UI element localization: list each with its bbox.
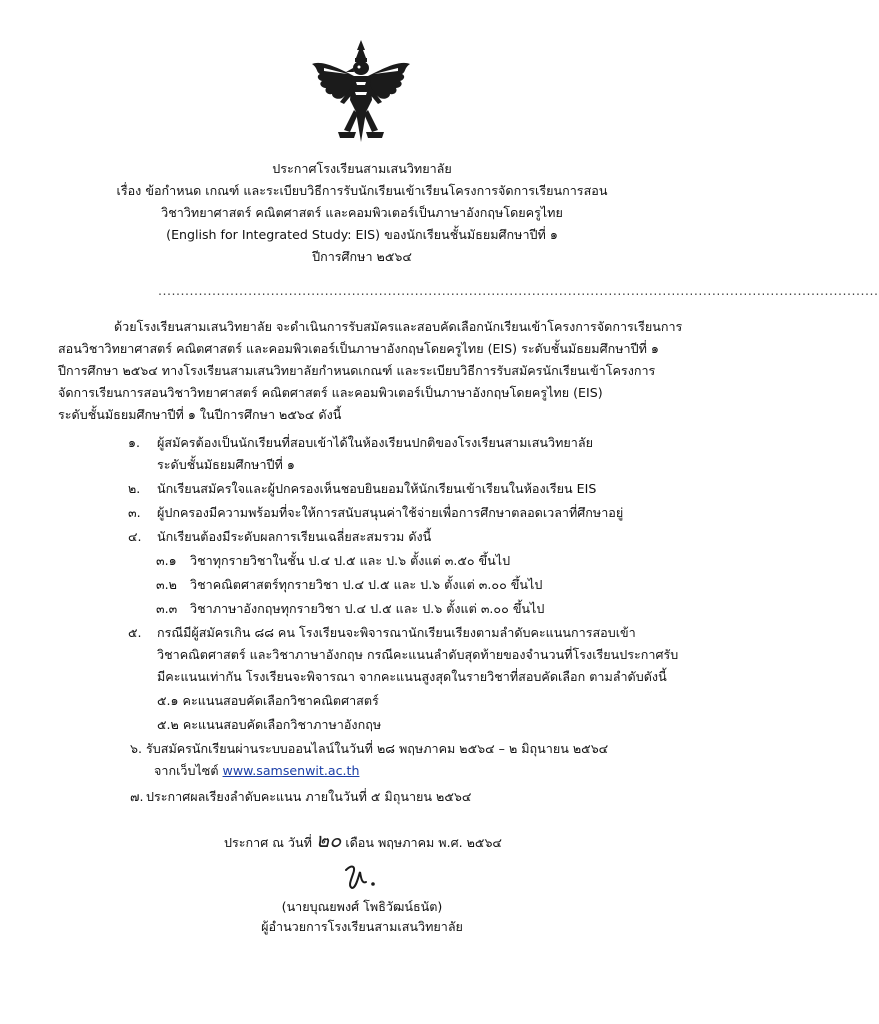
intro-paragraph — [58, 316, 683, 426]
item-number: ๕. — [128, 625, 142, 640]
sub-item-text: วิชาคณิตศาสตร์ทุกรายวิชา ป.๔ ป.๕ และ ป.๖ ตั้งแต่ ๓.๐๐ ขึ้นไป — [190, 577, 543, 592]
item-number: ๓. — [128, 505, 141, 520]
item-text: นักเรียนต้องมีระดับผลการเรียนเฉลี่ยสะสมรวม ดังนี้ — [157, 529, 432, 544]
signer-title: ผู้อำนวยการโรงเรียนสามเสนวิทยาลัย — [261, 919, 463, 934]
header-institution: ประกาศโรงเรียนสามเสนวิทยาลัย — [272, 161, 452, 176]
header-subject: เรื่อง ข้อกำหนด เกณฑ์ และระเบียบวิธีการรับนักเรียนเข้าเรียนโครงการจัดการเรียนการสอน — [116, 183, 608, 198]
header-divider: ................................................................................................................................................................ — [158, 283, 879, 298]
sub-item-text: วิชาภาษาอังกฤษทุกรายวิชา ป.๔ ป.๕ และ ป.๖ ตั้งแต่ ๓.๐๐ ขึ้นไป — [190, 601, 545, 616]
sub-item — [0, 598, 724, 620]
sub-item-text: วิชาทุกรายวิชาในชั้น ป.๔ ป.๕ และ ป.๖ ตั้งแต่ ๓.๕๐ ขึ้นไป — [190, 553, 511, 568]
sub-item — [0, 550, 724, 572]
item-number: ๒. — [128, 481, 141, 496]
intro-line: ระดับชั้นมัธยมศึกษาปีที่ ๑ ในปีการศึกษา ๒๕๖๔ ดังนี้ — [58, 407, 342, 422]
header-academic-year: ปีการศึกษา ๒๕๖๔ — [312, 249, 412, 264]
list-item-cont — [0, 666, 724, 688]
garuda-emblem-icon — [308, 38, 414, 148]
item-text: รับสมัครนักเรียนผ่านระบบออนไลน์ในวันที่ ๒๘ พฤษภาคม ๒๕๖๔ – ๒ มิถุนายน ๒๕๖๔ — [146, 741, 609, 756]
intro-line: จัดการเรียนการสอนวิชาวิทยาศาสตร์ คณิตศาสตร์ และคอมพิวเตอร์เป็นภาษาอังกฤษโดยครูไทย (EIS) — [58, 385, 603, 400]
handwritten-signature-icon — [340, 862, 380, 892]
sub-item-number: ๓.๓ — [156, 601, 178, 616]
sub-item-number: ๓.๒ — [156, 577, 177, 592]
intro-line: สอนวิชาวิทยาศาสตร์ คณิตศาสตร์ และคอมพิวเตอร์เป็นภาษาอังกฤษโดยครูไทย (EIS) ระดับชั้นมัธยมศึกษาปีที่ ๑ — [58, 341, 659, 356]
list-item — [0, 786, 724, 808]
sub-item — [0, 690, 724, 712]
sub-item — [0, 714, 724, 736]
item-text: นักเรียนสมัครใจและผู้ปกครองเห็นชอบยินยอมให้นักเรียนเข้าเรียนในห้องเรียน EIS — [157, 481, 597, 496]
item-number: ๖. — [130, 741, 142, 756]
item-text: ผู้สมัครต้องเป็นนักเรียนที่สอบเข้าได้ในห้องเรียนปกติของโรงเรียนสามเสนวิทยาลัย — [157, 435, 593, 450]
list-item — [0, 526, 724, 548]
date-day-handwritten: ๒๐ — [315, 828, 342, 852]
list-item-cont — [0, 760, 724, 782]
item-text: กรณีมีผู้สมัครเกิน ๘๘ คน โรงเรียนจะพิจารณานักเรียนเรียงตามลำดับคะแนนการสอบเข้า — [157, 625, 636, 640]
sub-item-text: ๕.๒ คะแนนสอบคัดเลือกวิชาภาษาอังกฤษ — [157, 717, 382, 732]
sub-item-text: ๕.๑ คะแนนสอบคัดเลือกวิชาคณิตศาสตร์ — [157, 693, 379, 708]
date-prefix: ประกาศ ณ วันที่ — [224, 835, 312, 850]
item-text: จากเว็บไซต์ — [154, 763, 219, 778]
intro-line: ด้วยโรงเรียนสามเสนวิทยาลัย จะดำเนินการรับสมัครและสอบคัดเลือกนักเรียนเข้าโครงการจัดการเรียนการ — [114, 319, 683, 334]
list-item — [0, 738, 724, 760]
list-item — [0, 432, 724, 454]
list-item — [0, 502, 724, 524]
list-item — [0, 622, 724, 644]
sub-item-number: ๓.๑ — [156, 553, 177, 568]
list-item — [0, 478, 724, 500]
sub-item — [0, 574, 724, 596]
item-text: ประกาศผลเรียงลำดับคะแนน ภายในวันที่ ๕ มิถุนายน ๒๕๖๔ — [146, 789, 472, 804]
item-number: ๑. — [128, 435, 140, 450]
header-program-name: (English for Integrated Study: EIS) ของนักเรียนชั้นมัธยมศึกษาปีที่ ๑ — [166, 227, 558, 242]
announcement-header — [60, 158, 664, 268]
announcement-date — [224, 828, 502, 853]
list-item-cont — [0, 454, 724, 476]
item-text: วิชาคณิตศาสตร์ และวิชาภาษาอังกฤษ กรณีคะแนนลำดับสุดท้ายของจำนวนที่โรงเรียนประกาศรับ — [157, 647, 679, 662]
list-item-cont — [0, 644, 724, 666]
date-suffix: เดือน พฤษภาคม พ.ศ. ๒๕๖๔ — [345, 835, 502, 850]
item-text: ระดับชั้นมัธยมศึกษาปีที่ ๑ — [157, 457, 295, 472]
item-number: ๗. — [130, 789, 144, 804]
website-link[interactable]: www.samsenwit.ac.th — [222, 763, 360, 778]
item-text: มีคะแนนเท่ากัน โรงเรียนจะพิจารณา จากคะแนนสูงสุดในรายวิชาที่สอบคัดเลือก ตามลำดับดังนี้ — [157, 669, 667, 684]
signer-name: (นายบุณยพงศ์ โพธิวัฒน์ธนัต) — [281, 899, 443, 914]
item-text: ผู้ปกครองมีความพร้อมที่จะให้การสนับสนุนค่าใช้จ่ายเพื่อการศึกษาตลอดเวลาที่ศึกษาอยู่ — [157, 505, 624, 520]
intro-line: ปีการศึกษา ๒๕๖๔ ทางโรงเรียนสามเสนวิทยาลัยกำหนดเกณฑ์ และระเบียบวิธีการรับสมัครนักเรียนเข้าโครงการ — [58, 363, 656, 378]
item-number: ๔. — [128, 529, 142, 544]
header-subject-cont: วิชาวิทยาศาสตร์ คณิตศาสตร์ และคอมพิวเตอร์เป็นภาษาอังกฤษโดยครูไทย — [161, 205, 563, 220]
